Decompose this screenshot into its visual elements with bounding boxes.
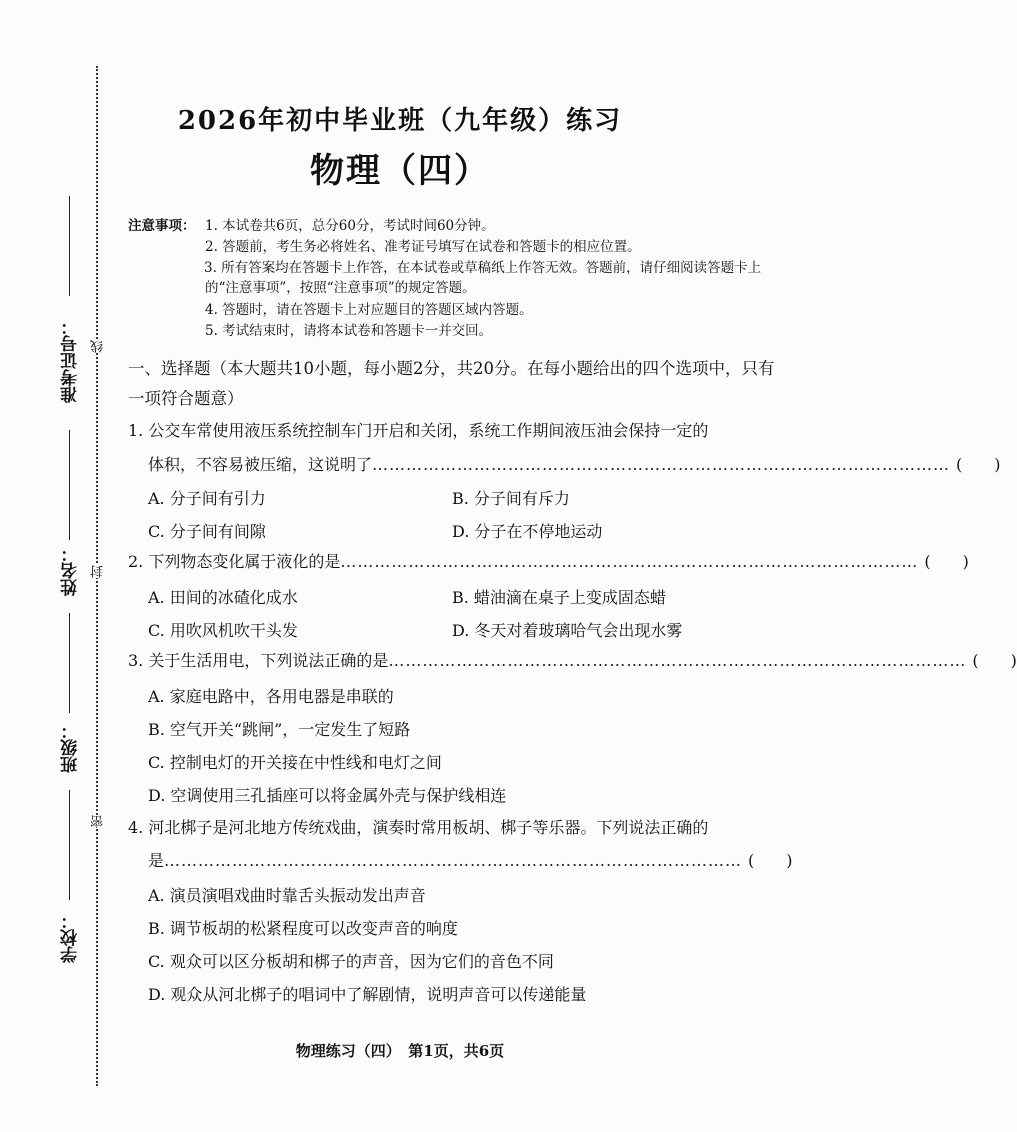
q4-stem-line2 <box>148 843 793 879</box>
notice-label: 注意事项： <box>128 218 196 234</box>
q2-option-a[interactable]: A. 田间的冰碴化成水 <box>148 588 298 607</box>
q4-option-a[interactable]: A. 演员演唱戏曲时靠舌头振动发出声音 <box>148 886 426 905</box>
exam-id-blank[interactable] <box>69 196 70 296</box>
q4-option-b[interactable]: B. 调节板胡的松紧程度可以改变声音的响度 <box>148 919 458 938</box>
seal-word-line: 线 <box>91 340 106 353</box>
q1-stem-line2 <box>148 447 1001 483</box>
q4-answer-blank[interactable]: ( ) <box>748 851 793 870</box>
exam-title: 2026年初中毕业班（九年级）练习 <box>177 106 623 136</box>
q3-option-c[interactable]: C. 控制电灯的开关接在中性线和电灯之间 <box>148 753 442 772</box>
q1-stem-text: 体积，不容易被压缩，这说明了 <box>148 455 373 474</box>
q4-stem-text: 是 <box>148 851 165 870</box>
q1-stem-line1: 1. 公交车常使用液压系统控制车门开启和关闭，系统工作期间液压油会保持一定的 <box>128 421 709 440</box>
q2-option-b[interactable]: B. 蜡油滴在桌子上变成固态蜡 <box>452 588 666 607</box>
q1-option-a[interactable]: A. 分子间有引力 <box>148 489 266 508</box>
school-blank[interactable] <box>69 790 70 900</box>
q2-option-d[interactable]: D. 冬天对着玻璃哈气会出现水雾 <box>452 621 683 640</box>
class-label: 班级： <box>61 722 81 773</box>
q2-option-c[interactable]: C. 用吹风机吹干头发 <box>148 621 298 640</box>
q3-leader-dots: ………………………………………………………………………………………… <box>388 651 967 670</box>
notice-item-3: 3. 所有答案均在答题卡上作答，在本试卷或草稿纸上作答无效。答题前，请仔细阅读答题卡上的“注意事项”，按照“注意事项”的规定答题。 <box>204 260 762 296</box>
exam-subject: 物理（四） <box>310 151 490 191</box>
page-footer: 物理练习（四） 第1页，共6页 <box>295 1042 505 1060</box>
seal-word-secret: 密 <box>91 815 106 828</box>
q3-option-b[interactable]: B. 空气开关“跳闸”，一定发生了短路 <box>148 720 411 739</box>
section-heading: 一、选择题（本大题共10小题，每小题2分，共20分。在每小题给出的四个选项中，只有一项符合题意） <box>128 359 775 408</box>
q3-answer-blank[interactable]: ( ) <box>972 651 1017 670</box>
q1-option-d[interactable]: D. 分子在不停地运动 <box>452 522 603 541</box>
q1-leader-dots: ………………………………………………………………………………………… <box>372 455 951 474</box>
q3-stem <box>128 643 1017 679</box>
class-blank[interactable] <box>69 613 70 713</box>
notice-item-4: 4. 答题时，请在答题卡上对应题目的答题区域内答题。 <box>205 302 533 318</box>
seal-word-seal: 封 <box>91 565 106 578</box>
q1-answer-blank[interactable]: ( ) <box>956 455 1001 474</box>
q4-option-c[interactable]: C. 观众可以区分板胡和梆子的声音，因为它们的音色不同 <box>148 952 554 971</box>
q4-option-d[interactable]: D. 观众从河北梆子的唱词中了解剧情，说明声音可以传递能量 <box>148 985 587 1004</box>
q1-option-b[interactable]: B. 分子间有斥力 <box>452 489 570 508</box>
q3-option-a[interactable]: A. 家庭电路中，各用电器是串联的 <box>148 687 394 706</box>
q3-stem-text: 3. 关于生活用电，下列说法正确的是 <box>128 651 389 670</box>
notice-item-2: 2. 答题前，考生务必将姓名、准考证号填写在试卷和答题卡的相应位置。 <box>205 239 641 255</box>
exam-id-label: 准考证号： <box>61 318 81 403</box>
q4-leader-dots: ………………………………………………………………………………………… <box>164 851 743 870</box>
q3-option-d[interactable]: D. 空调使用三孔插座可以将金属外壳与保护线相连 <box>148 786 507 805</box>
notice-item-5: 5. 考试结束时，请将本试卷和答题卡一并交回。 <box>205 323 493 339</box>
q2-answer-blank[interactable]: ( ) <box>924 552 969 571</box>
name-label: 姓名： <box>61 545 81 596</box>
q1-option-c[interactable]: C. 分子间有间隙 <box>148 522 266 541</box>
name-blank[interactable] <box>69 430 70 540</box>
notice-item-1: 1. 本试卷共6页，总分60分，考试时间60分钟。 <box>205 218 495 234</box>
q4-stem-line1: 4. 河北梆子是河北地方传统戏曲，演奏时常用板胡、梆子等乐器。下列说法正确的 <box>128 818 709 837</box>
q2-stem <box>128 544 969 580</box>
q2-stem-text: 2. 下列物态变化属于液化的是 <box>128 552 341 571</box>
school-label: 学校： <box>61 912 81 963</box>
q2-leader-dots: ………………………………………………………………………………………… <box>340 552 919 571</box>
